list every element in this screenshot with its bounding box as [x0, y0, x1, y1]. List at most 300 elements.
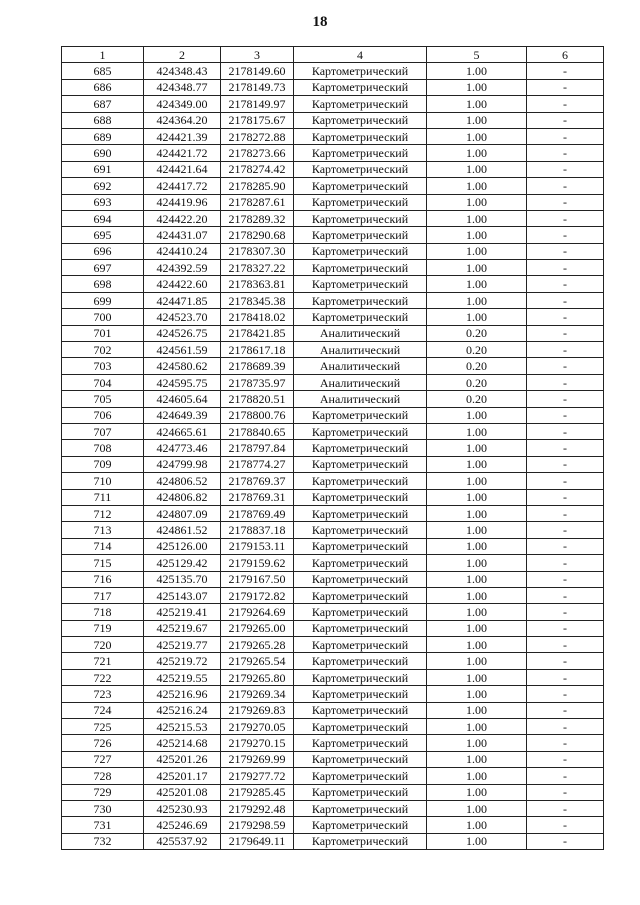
- method-cell: Аналитический: [294, 358, 427, 374]
- description-cell: -: [527, 423, 604, 439]
- point-number-cell: 707: [62, 423, 144, 439]
- accuracy-cell: 1.00: [427, 571, 527, 587]
- x-coordinate-cell: 424861.52: [144, 522, 221, 538]
- method-cell: Картометрический: [294, 555, 427, 571]
- point-number-cell: 732: [62, 833, 144, 849]
- y-coordinate-cell: 2179649.11: [221, 833, 294, 849]
- table-row: [62, 342, 604, 358]
- table-header-row: [62, 47, 604, 63]
- description-cell: -: [527, 817, 604, 833]
- column-header: 1: [62, 47, 144, 63]
- method-cell: Картометрический: [294, 784, 427, 800]
- table-row: [62, 63, 604, 79]
- accuracy-cell: 0.20: [427, 374, 527, 390]
- x-coordinate-cell: 425537.92: [144, 833, 221, 849]
- x-coordinate-cell: 425143.07: [144, 587, 221, 603]
- table-row: [62, 751, 604, 767]
- x-coordinate-cell: 424349.00: [144, 96, 221, 112]
- description-cell: -: [527, 555, 604, 571]
- method-cell: Картометрический: [294, 63, 427, 79]
- y-coordinate-cell: 2178363.81: [221, 276, 294, 292]
- x-coordinate-cell: 425219.72: [144, 653, 221, 669]
- method-cell: Аналитический: [294, 391, 427, 407]
- point-number-cell: 702: [62, 342, 144, 358]
- table-row: [62, 440, 604, 456]
- table-row: [62, 768, 604, 784]
- description-cell: -: [527, 719, 604, 735]
- point-number-cell: 710: [62, 473, 144, 489]
- table-row: [62, 325, 604, 341]
- x-coordinate-cell: 424561.59: [144, 342, 221, 358]
- description-cell: -: [527, 276, 604, 292]
- x-coordinate-cell: 424605.64: [144, 391, 221, 407]
- method-cell: Картометрический: [294, 522, 427, 538]
- description-cell: -: [527, 391, 604, 407]
- accuracy-cell: 1.00: [427, 63, 527, 79]
- method-cell: Картометрический: [294, 538, 427, 554]
- method-cell: Картометрический: [294, 440, 427, 456]
- point-number-cell: 731: [62, 817, 144, 833]
- point-number-cell: 729: [62, 784, 144, 800]
- method-cell: Картометрический: [294, 145, 427, 161]
- y-coordinate-cell: 2178774.27: [221, 456, 294, 472]
- method-cell: Картометрический: [294, 587, 427, 603]
- accuracy-cell: 1.00: [427, 96, 527, 112]
- accuracy-cell: 1.00: [427, 292, 527, 308]
- accuracy-cell: 1.00: [427, 719, 527, 735]
- method-cell: Картометрический: [294, 637, 427, 653]
- y-coordinate-cell: 2179265.54: [221, 653, 294, 669]
- y-coordinate-cell: 2179269.83: [221, 702, 294, 718]
- description-cell: -: [527, 407, 604, 423]
- column-header: 6: [527, 47, 604, 63]
- accuracy-cell: 1.00: [427, 456, 527, 472]
- method-cell: Картометрический: [294, 128, 427, 144]
- accuracy-cell: 1.00: [427, 817, 527, 833]
- point-number-cell: 714: [62, 538, 144, 554]
- accuracy-cell: 1.00: [427, 555, 527, 571]
- table-row: [62, 292, 604, 308]
- y-coordinate-cell: 2179298.59: [221, 817, 294, 833]
- table-row: [62, 538, 604, 554]
- point-number-cell: 704: [62, 374, 144, 390]
- point-number-cell: 700: [62, 309, 144, 325]
- description-cell: -: [527, 145, 604, 161]
- y-coordinate-cell: 2178837.18: [221, 522, 294, 538]
- description-cell: -: [527, 63, 604, 79]
- accuracy-cell: 1.00: [427, 637, 527, 653]
- y-coordinate-cell: 2178149.60: [221, 63, 294, 79]
- method-cell: Картометрический: [294, 768, 427, 784]
- x-coordinate-cell: 424471.85: [144, 292, 221, 308]
- point-number-cell: 706: [62, 407, 144, 423]
- x-coordinate-cell: 424431.07: [144, 227, 221, 243]
- description-cell: -: [527, 505, 604, 521]
- point-number-cell: 730: [62, 800, 144, 816]
- accuracy-cell: 1.00: [427, 522, 527, 538]
- description-cell: -: [527, 768, 604, 784]
- x-coordinate-cell: 424421.64: [144, 161, 221, 177]
- point-number-cell: 698: [62, 276, 144, 292]
- table-row: [62, 702, 604, 718]
- point-number-cell: 711: [62, 489, 144, 505]
- x-coordinate-cell: 424348.43: [144, 63, 221, 79]
- point-number-cell: 691: [62, 161, 144, 177]
- y-coordinate-cell: 2179270.05: [221, 719, 294, 735]
- y-coordinate-cell: 2179269.34: [221, 686, 294, 702]
- table-row: [62, 161, 604, 177]
- description-cell: -: [527, 128, 604, 144]
- accuracy-cell: 1.00: [427, 735, 527, 751]
- point-number-cell: 718: [62, 604, 144, 620]
- point-number-cell: 722: [62, 669, 144, 685]
- point-number-cell: 695: [62, 227, 144, 243]
- description-cell: -: [527, 604, 604, 620]
- accuracy-cell: 1.00: [427, 194, 527, 210]
- accuracy-cell: 1.00: [427, 243, 527, 259]
- x-coordinate-cell: 424421.39: [144, 128, 221, 144]
- x-coordinate-cell: 425214.68: [144, 735, 221, 751]
- description-cell: -: [527, 440, 604, 456]
- table-row: [62, 79, 604, 95]
- x-coordinate-cell: 424422.60: [144, 276, 221, 292]
- x-coordinate-cell: 424806.82: [144, 489, 221, 505]
- method-cell: Картометрический: [294, 227, 427, 243]
- y-coordinate-cell: 2178307.30: [221, 243, 294, 259]
- description-cell: -: [527, 292, 604, 308]
- method-cell: Картометрический: [294, 833, 427, 849]
- table-row: [62, 309, 604, 325]
- table-row: [62, 637, 604, 653]
- y-coordinate-cell: 2179172.82: [221, 587, 294, 603]
- x-coordinate-cell: 424773.46: [144, 440, 221, 456]
- x-coordinate-cell: 424799.98: [144, 456, 221, 472]
- point-number-cell: 686: [62, 79, 144, 95]
- y-coordinate-cell: 2179265.28: [221, 637, 294, 653]
- x-coordinate-cell: 425230.93: [144, 800, 221, 816]
- column-header: 5: [427, 47, 527, 63]
- method-cell: Картометрический: [294, 800, 427, 816]
- description-cell: -: [527, 194, 604, 210]
- table-row: [62, 522, 604, 538]
- description-cell: -: [527, 210, 604, 226]
- y-coordinate-cell: 2178272.88: [221, 128, 294, 144]
- point-number-cell: 727: [62, 751, 144, 767]
- y-coordinate-cell: 2178149.97: [221, 96, 294, 112]
- accuracy-cell: 1.00: [427, 538, 527, 554]
- method-cell: Картометрический: [294, 473, 427, 489]
- y-coordinate-cell: 2178769.49: [221, 505, 294, 521]
- table-row: [62, 571, 604, 587]
- y-coordinate-cell: 2179167.50: [221, 571, 294, 587]
- description-cell: -: [527, 653, 604, 669]
- x-coordinate-cell: 424523.70: [144, 309, 221, 325]
- accuracy-cell: 1.00: [427, 620, 527, 636]
- column-header: 3: [221, 47, 294, 63]
- y-coordinate-cell: 2179277.72: [221, 768, 294, 784]
- table-row: [62, 587, 604, 603]
- description-cell: -: [527, 735, 604, 751]
- description-cell: -: [527, 473, 604, 489]
- accuracy-cell: 1.00: [427, 800, 527, 816]
- x-coordinate-cell: 424348.77: [144, 79, 221, 95]
- y-coordinate-cell: 2179265.80: [221, 669, 294, 685]
- method-cell: Аналитический: [294, 342, 427, 358]
- point-number-cell: 697: [62, 260, 144, 276]
- table-row: [62, 276, 604, 292]
- page-number: 18: [312, 14, 328, 30]
- table-row: [62, 374, 604, 390]
- x-coordinate-cell: 424806.52: [144, 473, 221, 489]
- method-cell: Картометрический: [294, 751, 427, 767]
- table-row: [62, 112, 604, 128]
- y-coordinate-cell: 2179264.69: [221, 604, 294, 620]
- y-coordinate-cell: 2178289.32: [221, 210, 294, 226]
- x-coordinate-cell: 424580.62: [144, 358, 221, 374]
- point-number-cell: 724: [62, 702, 144, 718]
- point-number-cell: 715: [62, 555, 144, 571]
- accuracy-cell: 1.00: [427, 112, 527, 128]
- accuracy-cell: 1.00: [427, 309, 527, 325]
- description-cell: -: [527, 96, 604, 112]
- y-coordinate-cell: 2178769.37: [221, 473, 294, 489]
- point-number-cell: 685: [62, 63, 144, 79]
- description-cell: -: [527, 538, 604, 554]
- description-cell: -: [527, 833, 604, 849]
- y-coordinate-cell: 2178287.61: [221, 194, 294, 210]
- x-coordinate-cell: 425129.42: [144, 555, 221, 571]
- table-row: [62, 784, 604, 800]
- y-coordinate-cell: 2178175.67: [221, 112, 294, 128]
- method-cell: Картометрический: [294, 178, 427, 194]
- description-cell: -: [527, 260, 604, 276]
- x-coordinate-cell: 425219.77: [144, 637, 221, 653]
- method-cell: Картометрический: [294, 702, 427, 718]
- method-cell: Картометрический: [294, 243, 427, 259]
- table-row: [62, 227, 604, 243]
- description-cell: -: [527, 178, 604, 194]
- description-cell: -: [527, 751, 604, 767]
- description-cell: -: [527, 620, 604, 636]
- point-number-cell: 709: [62, 456, 144, 472]
- table-row: [62, 423, 604, 439]
- method-cell: Картометрический: [294, 456, 427, 472]
- table-row: [62, 719, 604, 735]
- point-number-cell: 687: [62, 96, 144, 112]
- table-row: [62, 358, 604, 374]
- table-row: [62, 555, 604, 571]
- table-row: [62, 391, 604, 407]
- y-coordinate-cell: 2178345.38: [221, 292, 294, 308]
- accuracy-cell: 1.00: [427, 489, 527, 505]
- method-cell: Картометрический: [294, 260, 427, 276]
- x-coordinate-cell: 425219.67: [144, 620, 221, 636]
- x-coordinate-cell: 425216.96: [144, 686, 221, 702]
- column-header: 4: [294, 47, 427, 63]
- accuracy-cell: 0.20: [427, 342, 527, 358]
- method-cell: Картометрический: [294, 276, 427, 292]
- y-coordinate-cell: 2178418.02: [221, 309, 294, 325]
- accuracy-cell: 1.00: [427, 423, 527, 439]
- table-row: [62, 817, 604, 833]
- table-row: [62, 194, 604, 210]
- point-number-cell: 712: [62, 505, 144, 521]
- y-coordinate-cell: 2179270.15: [221, 735, 294, 751]
- table-row: [62, 620, 604, 636]
- accuracy-cell: 1.00: [427, 227, 527, 243]
- x-coordinate-cell: 425135.70: [144, 571, 221, 587]
- point-number-cell: 703: [62, 358, 144, 374]
- method-cell: Картометрический: [294, 604, 427, 620]
- table-body: [62, 63, 604, 850]
- description-cell: -: [527, 800, 604, 816]
- x-coordinate-cell: 425219.41: [144, 604, 221, 620]
- description-cell: -: [527, 784, 604, 800]
- x-coordinate-cell: 425219.55: [144, 669, 221, 685]
- point-number-cell: 728: [62, 768, 144, 784]
- description-cell: -: [527, 358, 604, 374]
- x-coordinate-cell: 425246.69: [144, 817, 221, 833]
- description-cell: -: [527, 637, 604, 653]
- point-number-cell: 719: [62, 620, 144, 636]
- description-cell: -: [527, 456, 604, 472]
- description-cell: -: [527, 489, 604, 505]
- description-cell: -: [527, 161, 604, 177]
- point-number-cell: 690: [62, 145, 144, 161]
- accuracy-cell: 1.00: [427, 145, 527, 161]
- accuracy-cell: 1.00: [427, 440, 527, 456]
- y-coordinate-cell: 2178285.90: [221, 178, 294, 194]
- y-coordinate-cell: 2178800.76: [221, 407, 294, 423]
- table-row: [62, 145, 604, 161]
- method-cell: Картометрический: [294, 489, 427, 505]
- x-coordinate-cell: 425201.17: [144, 768, 221, 784]
- method-cell: Картометрический: [294, 309, 427, 325]
- method-cell: Картометрический: [294, 96, 427, 112]
- point-number-cell: 708: [62, 440, 144, 456]
- accuracy-cell: 1.00: [427, 210, 527, 226]
- accuracy-cell: 1.00: [427, 161, 527, 177]
- method-cell: Картометрический: [294, 112, 427, 128]
- table-row: [62, 128, 604, 144]
- x-coordinate-cell: 424410.24: [144, 243, 221, 259]
- method-cell: Картометрический: [294, 423, 427, 439]
- description-cell: -: [527, 243, 604, 259]
- point-number-cell: 696: [62, 243, 144, 259]
- method-cell: Картометрический: [294, 161, 427, 177]
- method-cell: Картометрический: [294, 735, 427, 751]
- point-number-cell: 689: [62, 128, 144, 144]
- x-coordinate-cell: 424417.72: [144, 178, 221, 194]
- y-coordinate-cell: 2178840.65: [221, 423, 294, 439]
- method-cell: Картометрический: [294, 194, 427, 210]
- table-row: [62, 653, 604, 669]
- y-coordinate-cell: 2179265.00: [221, 620, 294, 636]
- point-number-cell: 723: [62, 686, 144, 702]
- point-number-cell: 721: [62, 653, 144, 669]
- accuracy-cell: 1.00: [427, 833, 527, 849]
- method-cell: Картометрический: [294, 292, 427, 308]
- y-coordinate-cell: 2178421.85: [221, 325, 294, 341]
- y-coordinate-cell: 2178797.84: [221, 440, 294, 456]
- y-coordinate-cell: 2178735.97: [221, 374, 294, 390]
- y-coordinate-cell: 2178290.68: [221, 227, 294, 243]
- method-cell: Картометрический: [294, 571, 427, 587]
- accuracy-cell: 1.00: [427, 784, 527, 800]
- y-coordinate-cell: 2179153.11: [221, 538, 294, 554]
- y-coordinate-cell: 2178820.51: [221, 391, 294, 407]
- table-row: [62, 735, 604, 751]
- table-row: [62, 407, 604, 423]
- description-cell: -: [527, 587, 604, 603]
- y-coordinate-cell: 2178769.31: [221, 489, 294, 505]
- method-cell: Картометрический: [294, 686, 427, 702]
- y-coordinate-cell: 2178617.18: [221, 342, 294, 358]
- point-number-cell: 716: [62, 571, 144, 587]
- method-cell: Картометрический: [294, 719, 427, 735]
- accuracy-cell: 1.00: [427, 178, 527, 194]
- description-cell: -: [527, 342, 604, 358]
- point-number-cell: 725: [62, 719, 144, 735]
- point-number-cell: 701: [62, 325, 144, 341]
- description-cell: -: [527, 79, 604, 95]
- table-row: [62, 178, 604, 194]
- table-row: [62, 210, 604, 226]
- y-coordinate-cell: 2179159.62: [221, 555, 294, 571]
- y-coordinate-cell: 2179292.48: [221, 800, 294, 816]
- description-cell: -: [527, 374, 604, 390]
- x-coordinate-cell: 424364.20: [144, 112, 221, 128]
- accuracy-cell: 0.20: [427, 391, 527, 407]
- accuracy-cell: 1.00: [427, 276, 527, 292]
- point-number-cell: 692: [62, 178, 144, 194]
- accuracy-cell: 1.00: [427, 702, 527, 718]
- y-coordinate-cell: 2178327.22: [221, 260, 294, 276]
- description-cell: -: [527, 686, 604, 702]
- point-number-cell: 693: [62, 194, 144, 210]
- description-cell: -: [527, 522, 604, 538]
- table-row: [62, 260, 604, 276]
- y-coordinate-cell: 2178149.73: [221, 79, 294, 95]
- x-coordinate-cell: 424807.09: [144, 505, 221, 521]
- x-coordinate-cell: 425126.00: [144, 538, 221, 554]
- accuracy-cell: 1.00: [427, 669, 527, 685]
- x-coordinate-cell: 425215.53: [144, 719, 221, 735]
- accuracy-cell: 1.00: [427, 473, 527, 489]
- accuracy-cell: 1.00: [427, 751, 527, 767]
- accuracy-cell: 1.00: [427, 79, 527, 95]
- description-cell: -: [527, 309, 604, 325]
- method-cell: Картометрический: [294, 407, 427, 423]
- description-cell: -: [527, 112, 604, 128]
- y-coordinate-cell: 2179269.99: [221, 751, 294, 767]
- point-number-cell: 717: [62, 587, 144, 603]
- coordinates-table: [61, 46, 604, 850]
- method-cell: Картометрический: [294, 669, 427, 685]
- table-row: [62, 473, 604, 489]
- accuracy-cell: 1.00: [427, 686, 527, 702]
- y-coordinate-cell: 2178689.39: [221, 358, 294, 374]
- method-cell: Картометрический: [294, 505, 427, 521]
- method-cell: Картометрический: [294, 653, 427, 669]
- table-row: [62, 833, 604, 849]
- y-coordinate-cell: 2178274.42: [221, 161, 294, 177]
- x-coordinate-cell: 424419.96: [144, 194, 221, 210]
- accuracy-cell: 1.00: [427, 505, 527, 521]
- point-number-cell: 720: [62, 637, 144, 653]
- description-cell: -: [527, 227, 604, 243]
- x-coordinate-cell: 425201.08: [144, 784, 221, 800]
